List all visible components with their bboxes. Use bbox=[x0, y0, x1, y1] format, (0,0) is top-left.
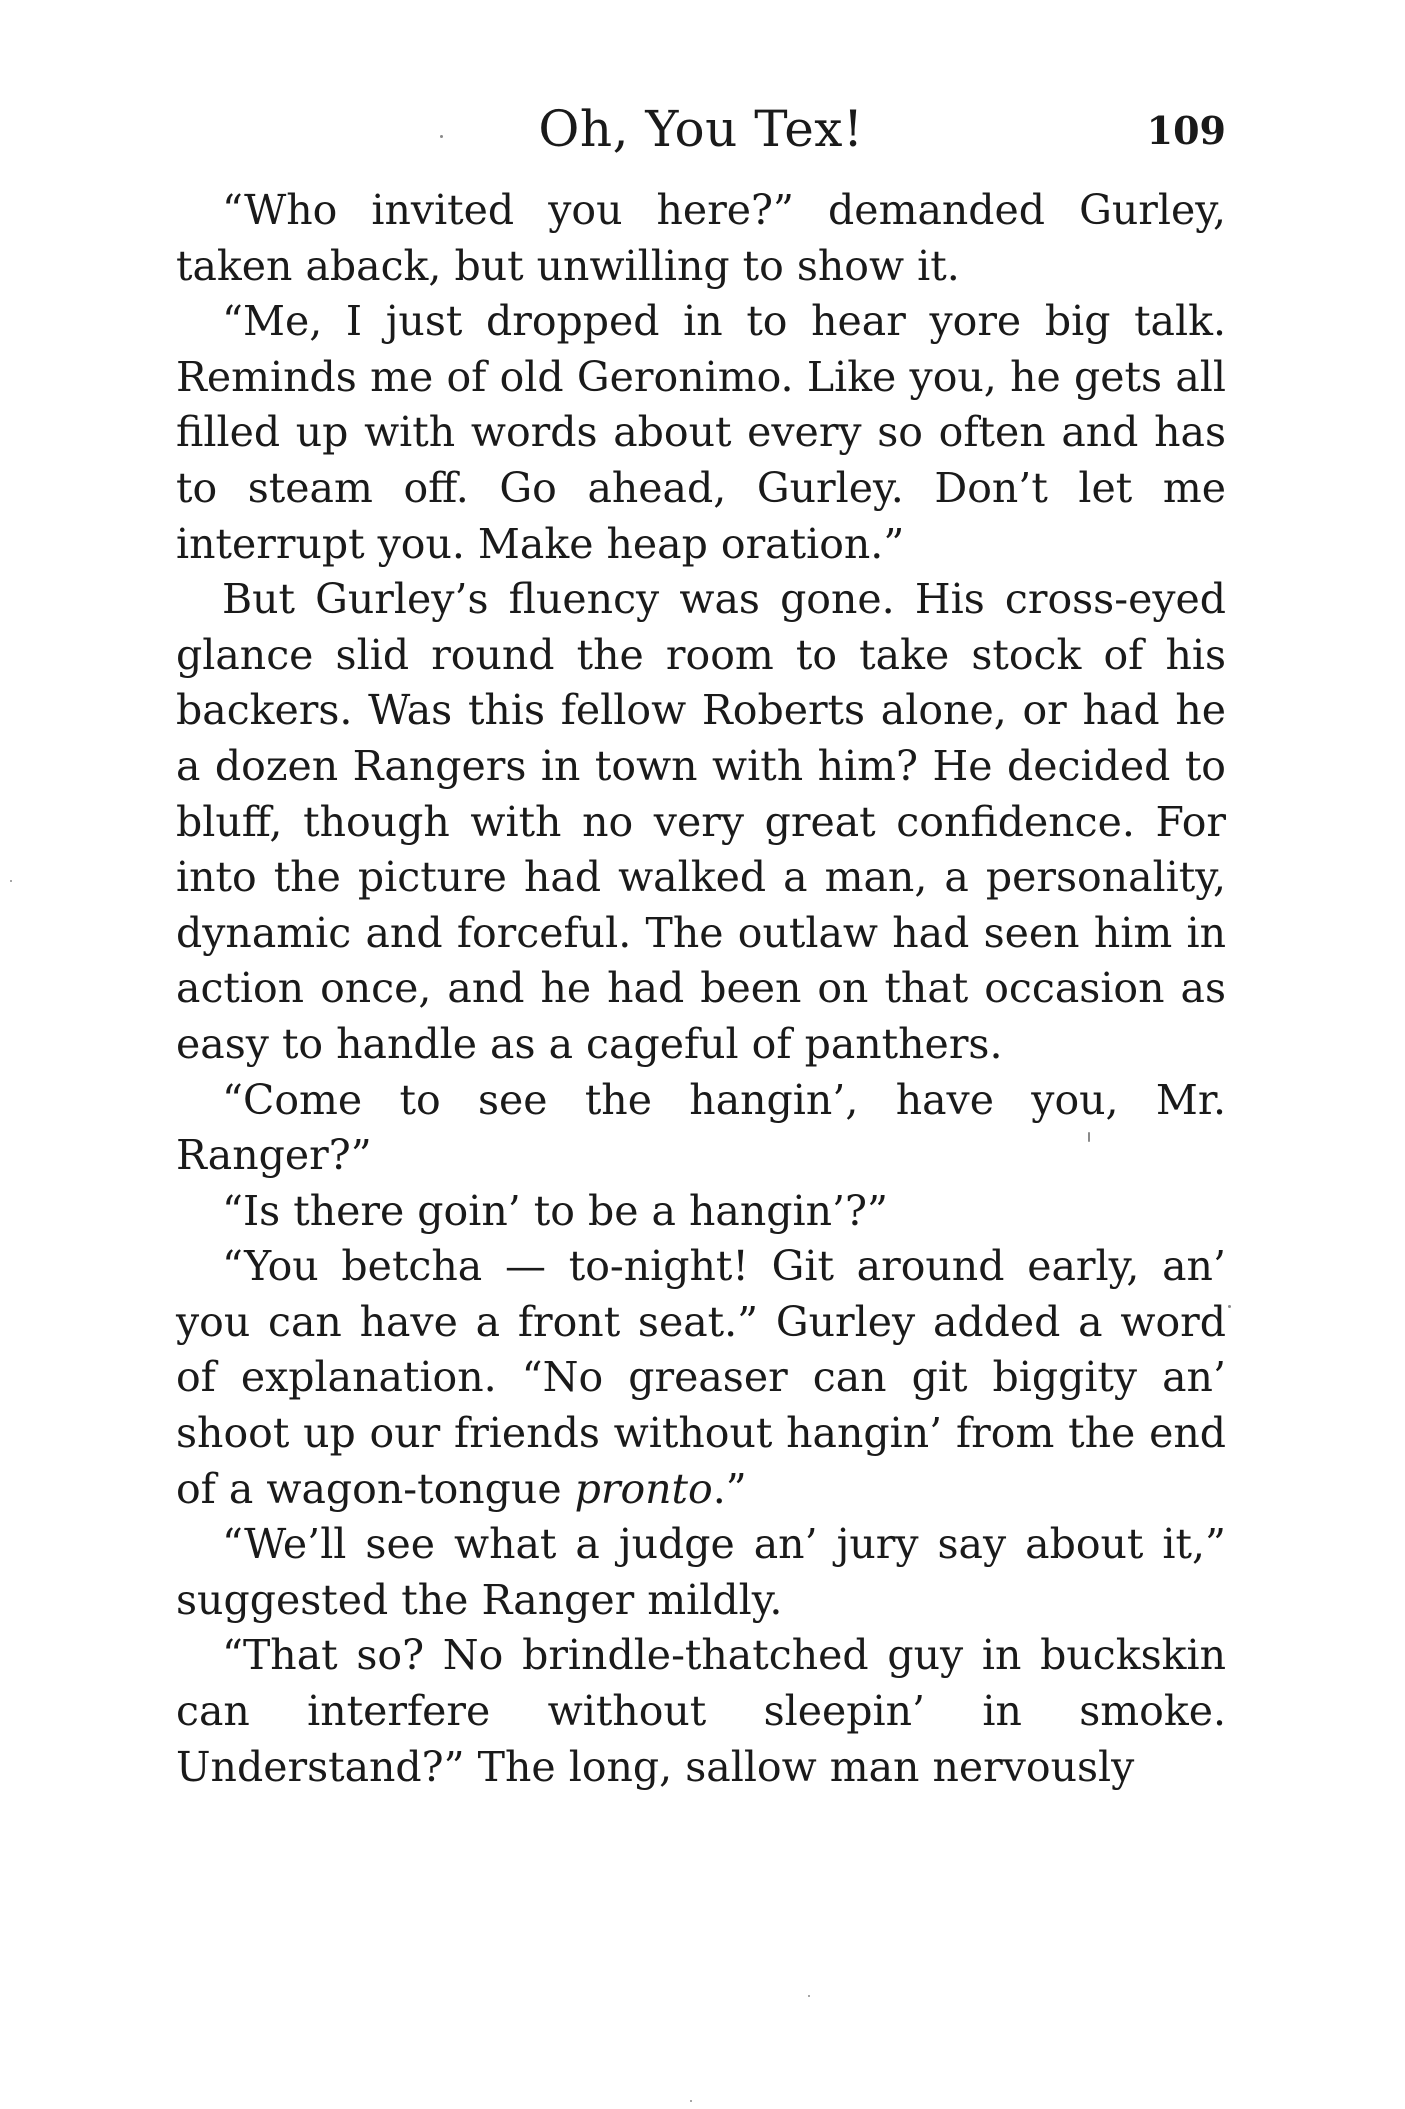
paragraph: But Gurley’s fluency was gone. His cross-eyed glance slid round the room to take stock of his backers. Was this fellow Roberts alone, or had he a dozen Rangers in town with him? He decided to bluff, though with no very great confidence. For into the picture had walked a man, a personality, dynamic and forceful. The outlaw had seen him in action once, and he had been on that occasion as easy to handle as a cageful of panthers. bbox=[176, 575, 1226, 1068]
paper-speck bbox=[10, 880, 12, 882]
paragraph: “Is there goin’ to be a hangin’?” bbox=[222, 1186, 888, 1235]
paper-speck bbox=[690, 2100, 692, 2102]
paragraph: “Me, I just dropped in to hear yore big talk. Reminds me of old Geronimo. Like you, he gets all filled up with words about every so often and has to steam off. Go ahead, Gurley. Don’t let me interrupt you. Make heap oration.” bbox=[176, 297, 1226, 568]
paragraph: “Who invited you here?” demanded Gurley, taken aback, but unwilling to show it. bbox=[176, 186, 1226, 290]
italic-word: pronto bbox=[574, 1464, 713, 1513]
page-number: 109 bbox=[1146, 108, 1226, 153]
page-header bbox=[176, 100, 1226, 170]
paper-speck bbox=[1088, 1132, 1090, 1142]
paragraph: “You betcha — to-night! Git around early, an’ you can have a front seat.” Gurley added a word of explanation. “No greaser can git biggity an’ shoot up our friends without hangin’ from the end of a wagon-tongue pronto.” bbox=[176, 1242, 1226, 1513]
paragraph: “That so? No brindle-thatched guy in buckskin can interfere without sleepin’ in smoke. Understand?” The long, sallow man nervously bbox=[176, 1631, 1226, 1791]
paper-speck bbox=[440, 135, 443, 138]
body-text bbox=[176, 183, 1226, 1795]
paper-speck bbox=[1228, 1305, 1231, 1308]
running-title: Oh, You Tex! bbox=[538, 100, 864, 158]
paragraph: “Come to see the hangin’, have you, Mr. Ranger?” bbox=[176, 1075, 1226, 1180]
paragraph: “We’ll see what a judge an’ jury say about it,” suggested the Ranger mildly. bbox=[176, 1520, 1226, 1624]
paper-speck bbox=[808, 1995, 810, 1997]
